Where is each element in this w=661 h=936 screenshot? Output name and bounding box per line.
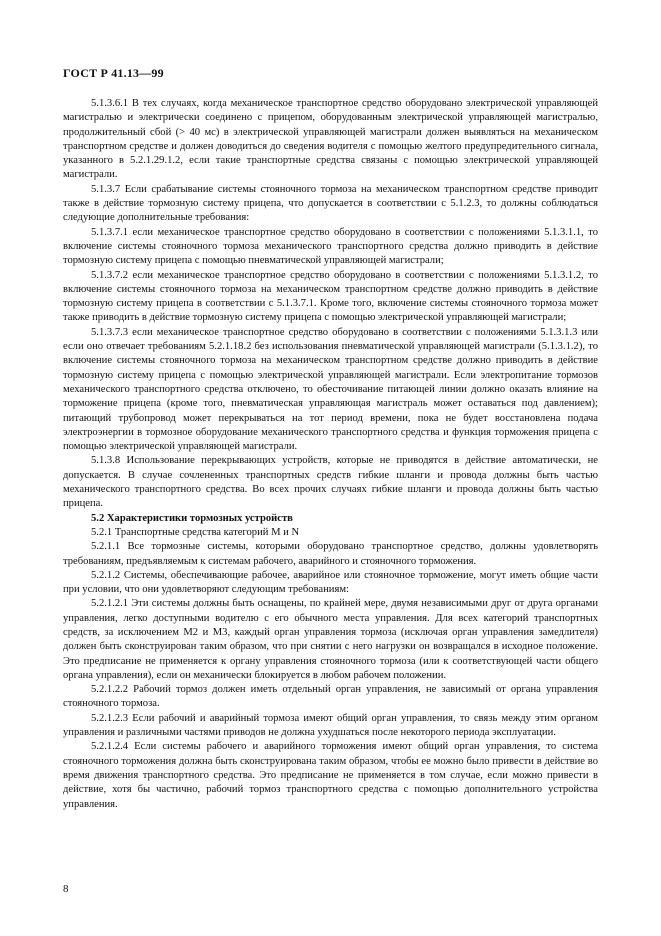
section-heading: 5.2 Характеристики тормозных устройств <box>91 512 293 524</box>
paragraph: 5.2.1.2 Системы, обеспечивающие рабочее, аварийное или стояночное торможение, могут иметь общие части при условии, что они удовлетворяют следующим требованиям: <box>63 569 598 596</box>
paragraph: 5.1.3.7 Если срабатывание системы стояночного тормоза на механическом транспортном средстве приводит также в действие тормозную систему прицепа, что допускается в соответствии с 5.1.2.3, то должны соблюдаться следующие дополнительные требования: <box>63 183 598 224</box>
subsection-title: 5.2.1 Транспортные средства категорий M и N <box>91 526 300 538</box>
document-body <box>63 97 598 812</box>
paragraph: 5.2.1.1 Все тормозные системы, которыми оборудовано транспортное средство, должны удовлетворять требованиям, предъявляемым к системам рабочего, аварийного и стояночного торможения. <box>63 541 598 567</box>
paragraph: 5.1.3.8 Использование перекрывающих устройств, которые не приводятся в действие автоматически, не допускается. В случае сочлененных транспортных средств гибкие шланги и провода должны быть частью механического транспортного средства. Во всех прочих случаях гибкие шланги и провода должны быть частью прицепа. <box>63 455 598 510</box>
paragraph: 5.1.3.7.2 если механическое транспортное средство оборудовано в соответствии с положениями 5.1.3.1.2, то включение системы стояночного тормоза на механическом транспортном средстве должно приводить в действие тормозную систему прицепа в соответствии с 5.1.3.7.1. Кроме того, включение системы стояночного тормоза может также приводить в действие тормозную систему прицепа с помощью электрической управляющей магистрали; <box>63 269 598 324</box>
page-number: 8 <box>63 883 69 895</box>
paragraph: 5.1.3.7.3 если механическое транспортное средство оборудовано в соответствии с положениями 5.1.3.1.3 или если оно отвечает требованиям 5.2.1.18.2 без использования пневматической управляющей магистрали (5.1.3.1.2), то включение системы стояночного тормоза на механическом транспортном средстве должно приводить в действие тормозную систему прицепа с помощью электрической управляющей магистрали. Если электропитание тормозов механического транспортного средства отключено, то обесточивание питающей линии должно оказать влияние на торможение прицепа (кроме того, пневматическая управляющая магистраль может оставаться под давлением); питающий трубопровод может перекрываться на тот период времени, пока не будет восстановлена подача электроэнергии в тормозное оборудование механического транспортного средства и функция торможения прицепа с помощью электрической управляющей магистрали. <box>63 326 598 453</box>
paragraph: 5.1.3.6.1 В тех случаях, когда механическое транспортное средство оборудовано электрической управляющей магистралью и электрически соединено с прицепом, оборудованным электрической управляющей магистралью, продолжительный сбой (> 40 мс) в электрической управляющей магистрали должен выявляться на механическом транспортном средстве и должен доводиться до сведения водителя с помощью желтого предупредительного сигнала, указанного в 5.2.1.29.1.2, если такие транспортные средства связаны с помощью электрической управляющей магистрали. <box>63 98 598 181</box>
paragraph: 5.2.1.2.4 Если системы рабочего и аварийного торможения имеют общий орган управления, то система стояночного торможения должна быть сконструирована таким образом, чтобы ее можно было привести в действие во время движения транспортного средства. Это предписание не применяется в том случае, если можно привести в действие, хотя бы частично, рабочий тормоз транспортного средства с помощью дополнительного устройства управления. <box>63 741 598 810</box>
paragraph: 5.1.3.7.1 если механическое транспортное средство оборудовано в соответствии с положениями 5.1.3.1.1, то включение системы стояночного тормоза механического транспортного средства должно приводить в действие тормозную систему прицепа с помощью пневматической управляющей магистрали; <box>63 226 598 267</box>
document-header: ГОСТ Р 41.13—99 <box>63 66 164 80</box>
paragraph: 5.2.1.2.2 Рабочий тормоз должен иметь отдельный орган управления, не зависимый от органа управления стояночного тормоза. <box>63 684 598 710</box>
paragraph: 5.2.1.2.3 Если рабочий и аварийный тормоза имеют общий орган управления, то связь между этим органом управления и различными частями приводов не должна ухудшаться после некоторого периода эксплуатации. <box>63 712 598 739</box>
paragraph: 5.2.1.2.1 Эти системы должны быть оснащены, по крайней мере, двумя независимыми друг от друга органами управления, легко доступными водителю с его обычного места управления. Для всех категорий транспортных средств, за исключением M2 и M3, каждый орган управления тормоза (исключая орган управления замедлителя) должен быть сконструирован таким образом, что при снятии с него нагрузки он возвращался в исходное положение. Это предписание не применяется к органу управления стояночного тормоза (или к соответствующей части общего органа управления), если он механически блокируется в любом рабочем положении. <box>63 598 598 681</box>
